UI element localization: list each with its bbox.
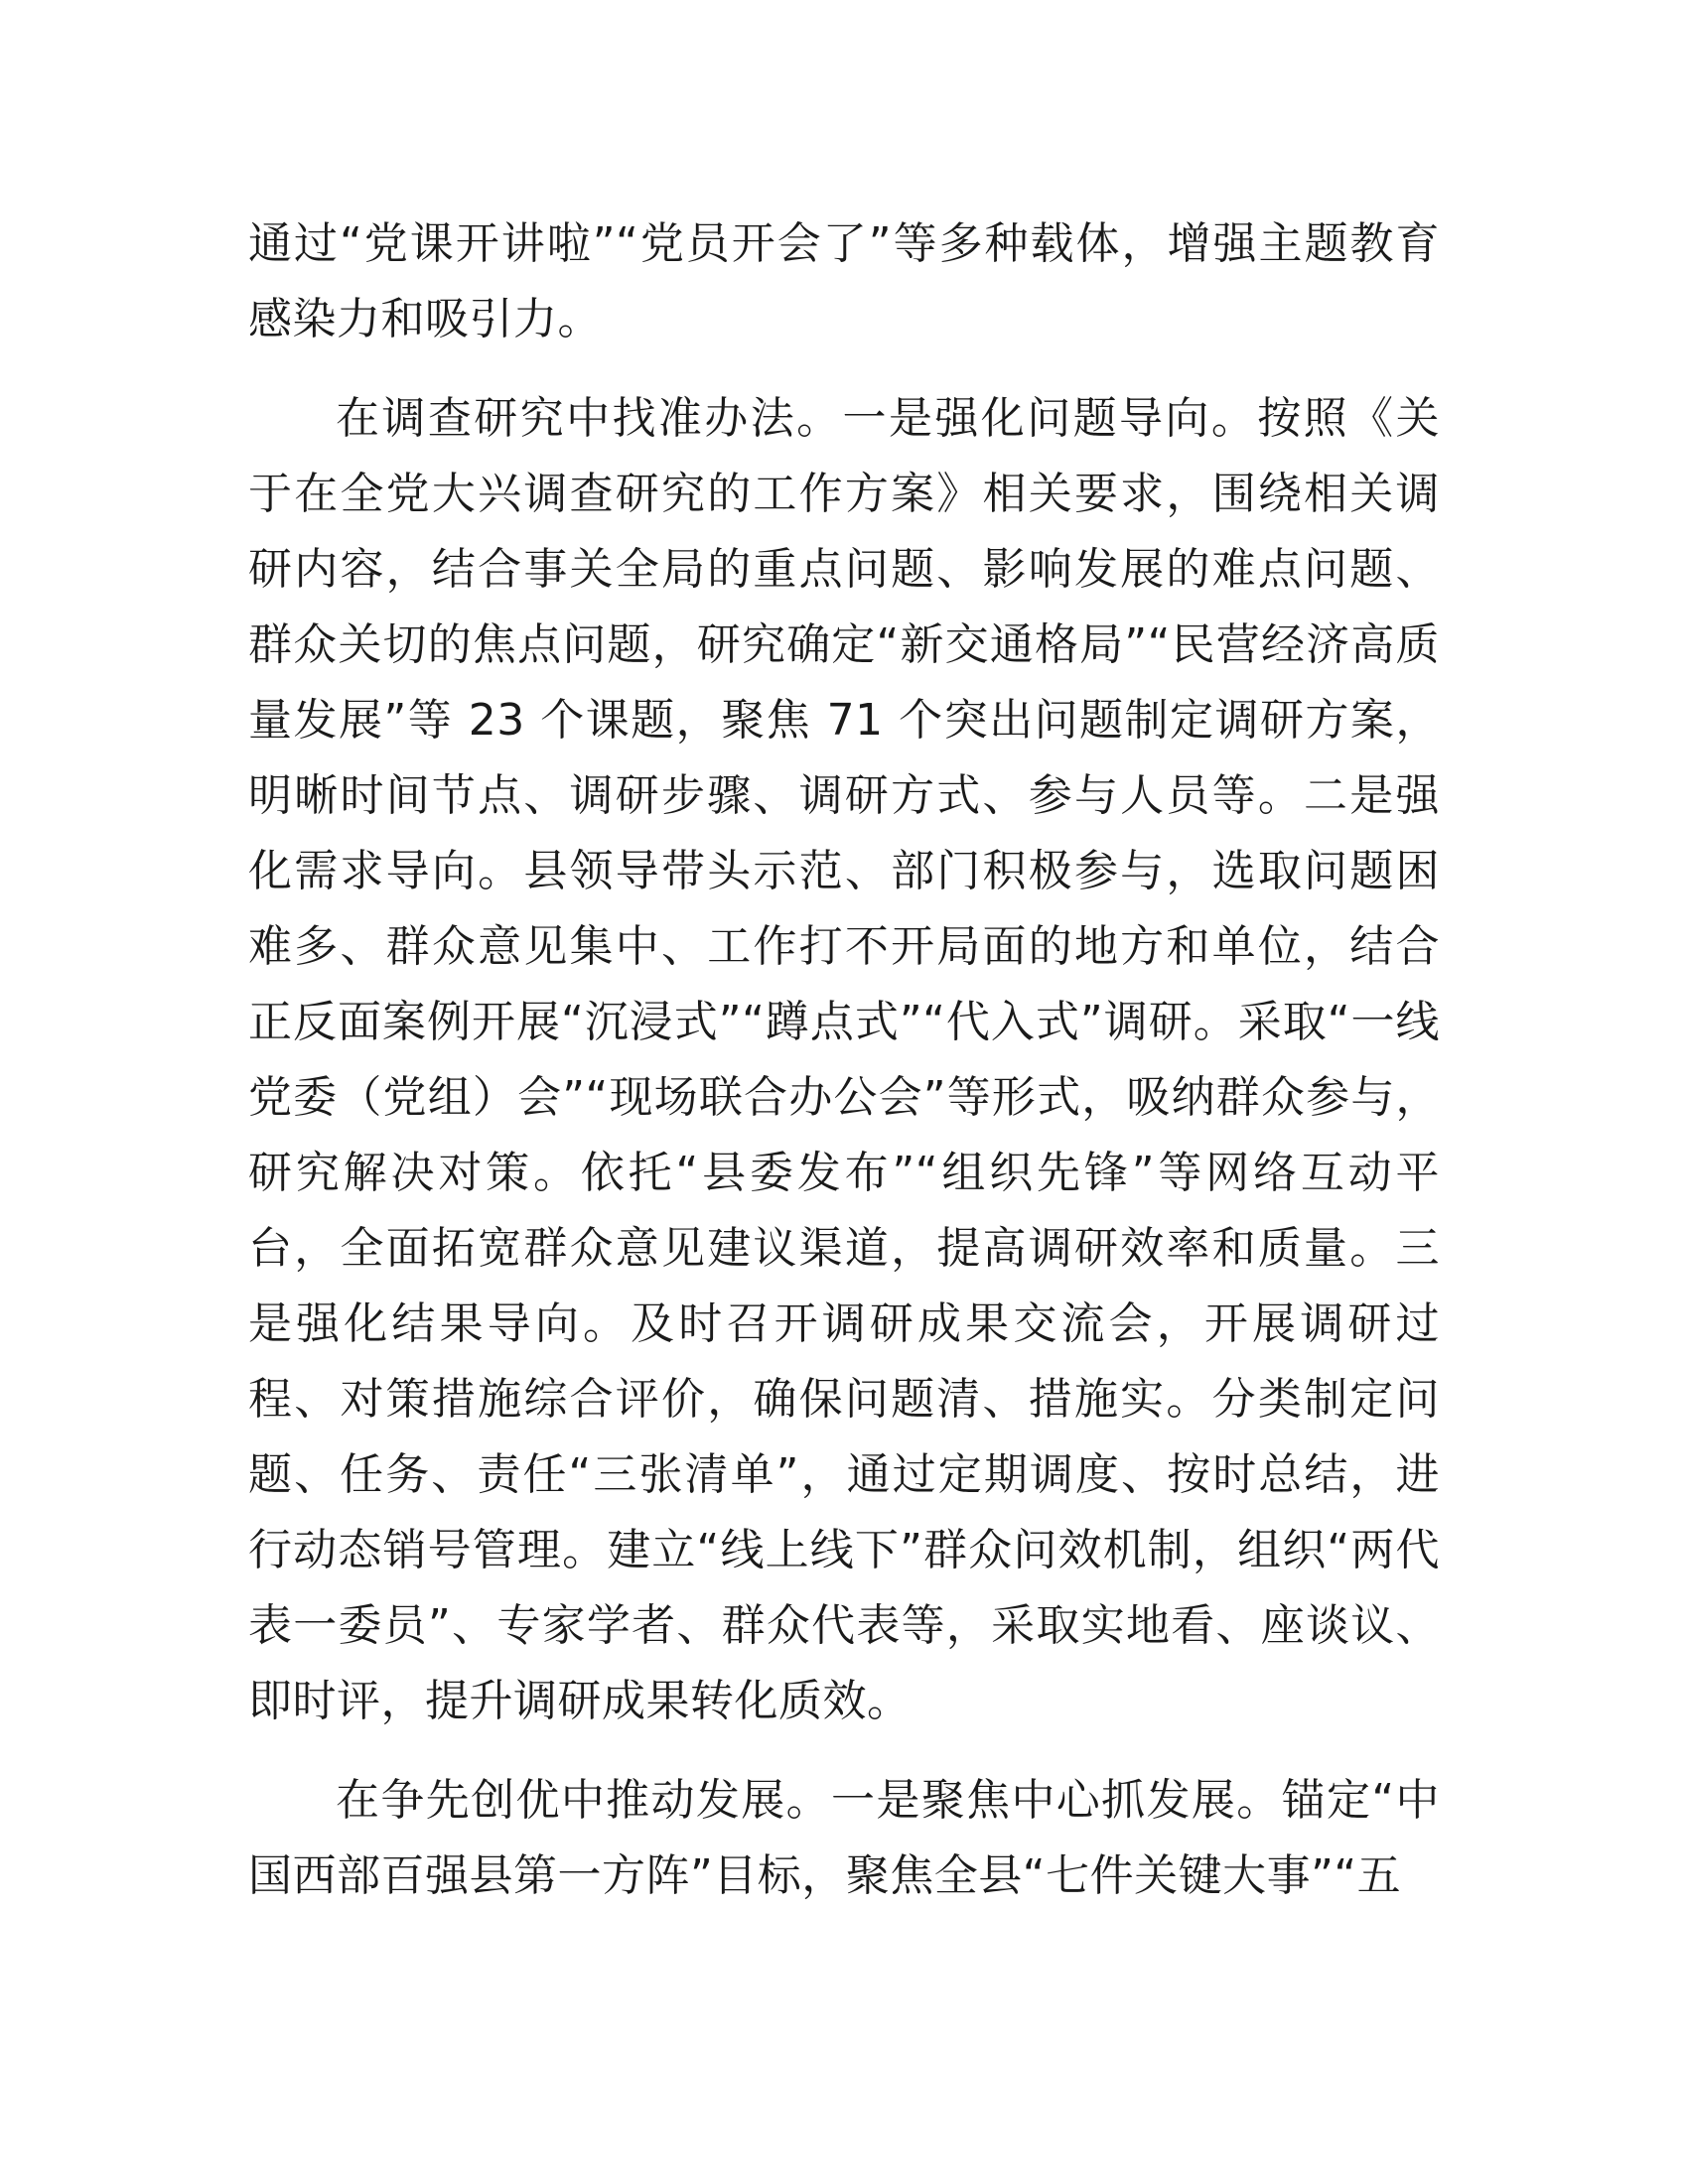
paragraph-1: 通过“党课开讲啦”“党员开会了”等多种载体，增强主题教育感染力和吸引力。: [248, 218, 1440, 344]
document-body: [248, 206, 1440, 1938]
paragraph-3: 在争先创优中推动发展。一是聚焦中心抓发展。锚定“中国西部百强县第一方阵”目标，聚焦全县“七件关键大事”“五: [248, 1775, 1440, 1901]
paragraph-2: 在调查研究中找准办法。一是强化问题导向。按照《关于在全党大兴调查研究的工作方案》相关要求，围绕相关调研内容，结合事关全局的重点问题、影响发展的难点问题、群众关切的焦点问题，研究确定“新交通格局”“民营经济高质量发展”等 23 个课题，聚焦 71 个突出问题制定调研方案，明晰时间节点、调研步骤、调研方式、参与人员等。二是强化需求导向。县领导带头示范、部门积极参与，选取问题困难多、群众意见集中、工作打不开局面的地方和单位，结合正反面案例开展“沉浸式”“蹲点式”“代入式”调研。采取“一线党委（党组）会”“现场联合办公会”等形式，吸纳群众参与，研究解决对策。依托“县委发布”“组织先锋”等网络互动平台，全面拓宽群众意见建议渠道，提高调研效率和质量。三是强化结果导向。及时召开调研成果交流会，开展调研过程、对策措施综合评价，确保问题清、措施实。分类制定问题、任务、责任“三张清单”，通过定期调度、按时总结，进行动态销号管理。建立“线上线下”群众问效机制，组织“两代表一委员”、专家学者、群众代表等，采取实地看、座谈议、即时评，提升调研成果转化质效。: [248, 393, 1440, 1726]
